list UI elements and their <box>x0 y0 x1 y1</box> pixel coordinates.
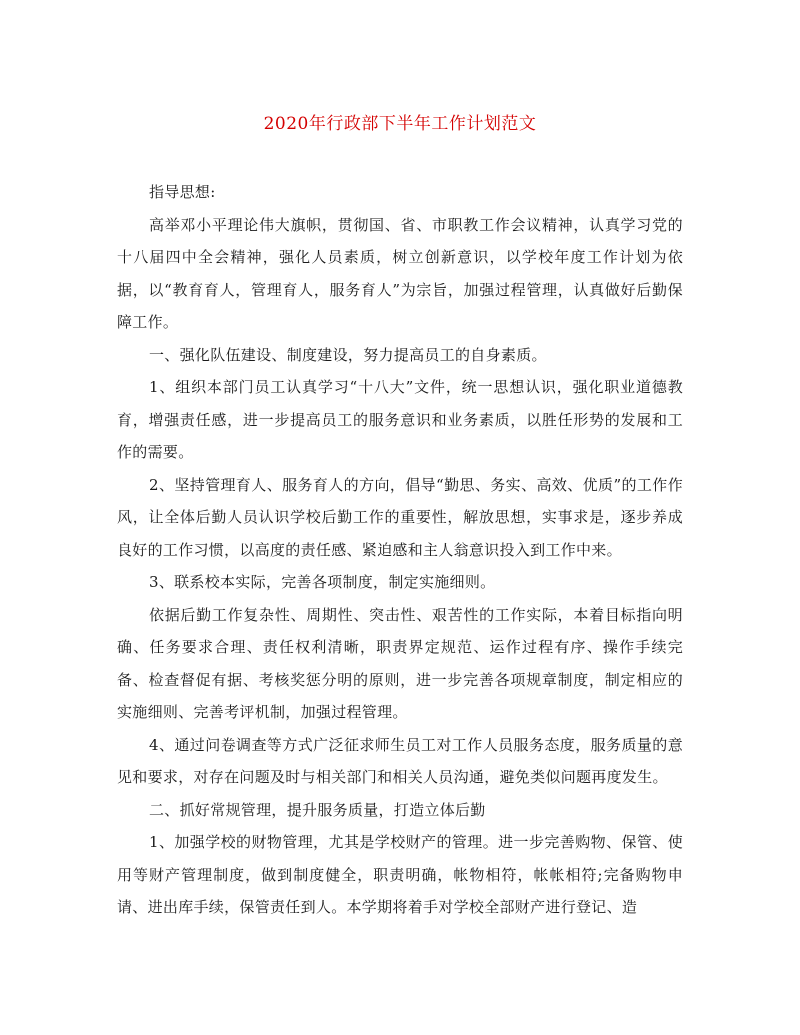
paragraph-item-1-4: 4、通过问卷调查等方式广泛征求师生员工对工作人员服务态度，服务质量的意见和要求，对存在问题及时与相关部门和相关人员沟通，避免类似问题再度发生。 <box>117 735 683 786</box>
paragraph-item-1-3: 3、联系校本实际，完善各项制度，制定实施细则。 <box>149 573 496 591</box>
section-heading-2: 二、抓好常规管理，提升服务质量，打造立体后勤 <box>149 800 486 819</box>
section-heading-1: 一、强化队伍建设、制度建设，努力提高员工的自身素质。 <box>149 345 547 364</box>
paragraph-item-2-1: 1、加强学校的财物管理，尤其是学校财产的管理。进一步完善购物、保管、使用等财产管理制度，做到制度健全，职责明确，帐物相符，帐帐相符;完备购物申请、进出库手续，保管责任到人。本学期将着手对学校全部财产进行登记、造 <box>117 833 683 916</box>
document-body <box>117 176 683 924</box>
paragraph-item-1-1: 1、组织本部门员工认真学习“十八大”文件，统一思想认识，强化职业道德教育，增强责任感，进一步提高员工的服务意识和业务素质，以胜任形势的发展和工作的需要。 <box>117 378 683 461</box>
document-title: 2020年行政部下半年工作计划范文 <box>263 114 537 134</box>
paragraph-item-1-3-detail: 依据后勤工作复杂性、周期性、突击性、艰苦性的工作实际，本着目标指向明确、任务要求合理、责任权利清晰，职责界定规范、运作过程有序、操作手续完备、检查督促有据、考核奖惩分明的原则，进一步完善各项规章制度，制定相应的实施细则、完善考评机制，加强过程管理。 <box>117 605 683 721</box>
paragraph-guiding-ideology: 高举邓小平理论伟大旗帜，贯彻国、省、市职教工作会议精神，认真学习党的十八届四中全会精神，强化人员素质，树立创新意识，以学校年度工作计划为依据，以“教育育人，管理育人，服务育人”为宗旨，加强过程管理，认真做好后勤保障工作。 <box>117 215 683 331</box>
paragraph-item-1-2: 2、坚持管理育人、服务育人的方向，倡导“勤思、务实、高效、优质”的工作作风，让全体后勤人员认识学校后勤工作的重要性，解放思想，实事求是，逐步养成良好的工作习惯，以高度的责任感、紧迫感和主人翁意识投入到工作中来。 <box>117 475 683 559</box>
paragraph-guiding-ideology-heading: 指导思想: <box>149 183 216 201</box>
